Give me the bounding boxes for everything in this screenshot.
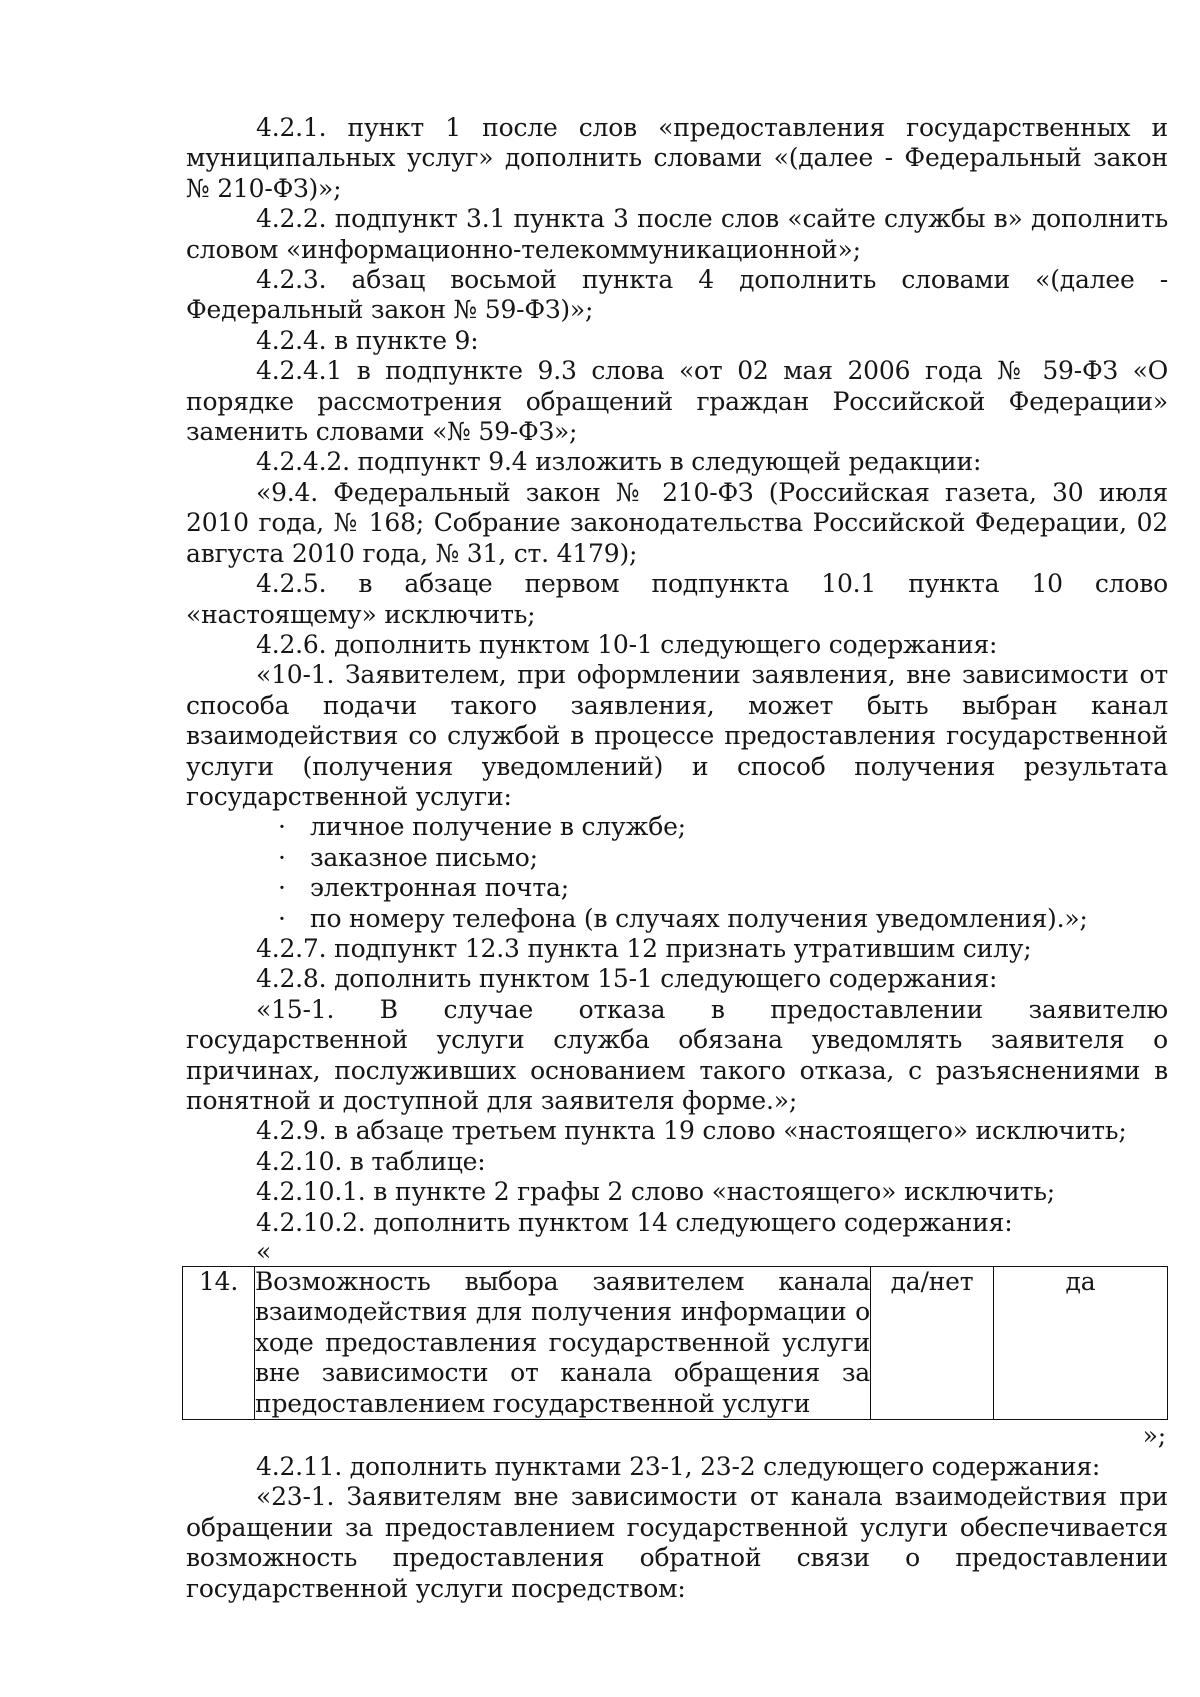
list-item xyxy=(186,873,1168,903)
paragraph-4-2-9: 4.2.9. в абзаце третьем пункта 19 слово «настоящего» исключить; xyxy=(256,1116,1127,1146)
paragraph-4-2-10-1: 4.2.10.1. в пункте 2 графы 2 слово «настоящего» исключить; xyxy=(256,1177,1055,1207)
list-item-text: заказное письмо; xyxy=(310,842,538,872)
paragraph-4-2-8: 4.2.8. дополнить пунктом 15-1 следующего содержания: xyxy=(256,964,998,994)
paragraph-15-1-quote: «15-1. В случае отказа в предоставлении заявителю государственной услуги служба обязана уведомлять заявителя о причинах, послуживших основанием такого отказа, с разъяснениями в понятной и доступной для заявителя форме.»; xyxy=(186,994,1168,1115)
table-cell-number: 14. xyxy=(183,1267,255,1420)
list-item xyxy=(186,812,1168,842)
table-cell-description: Возможность выбора заявителем канала взаимодействия для получения информации о ходе предоставления государственной услуги вне зависимости от канала обращения за предоставлением государственной услуги xyxy=(255,1267,870,1418)
paragraph-4-2-1: 4.2.1. пункт 1 после слов «предоставления государственных и муниципальных услуг» дополнить словами «(далее - Федеральный закон № 210-ФЗ)»; xyxy=(186,113,1168,203)
bullet-icon: · xyxy=(278,842,286,872)
table-cell-options: да/нет xyxy=(871,1267,994,1420)
paragraph-4-2-11: 4.2.11. дополнить пунктами 23-1, 23-2 следующего содержания: xyxy=(256,1452,1101,1482)
list-item-text: электронная почта; xyxy=(310,873,569,903)
paragraph-4-2-4-1: 4.2.4.1 в подпункте 9.3 слова «от 02 мая 2006 года № 59-ФЗ «О порядке рассмотрения обращений граждан Российской Федерации» заменить словами «№ 59-ФЗ»; xyxy=(186,356,1168,447)
paragraph-4-2-2: 4.2.2. подпункт 3.1 пункта 3 после слов «сайте службы в» дополнить словом «информационно-телекоммуникационной»; xyxy=(186,204,1168,264)
table-row xyxy=(183,1267,1168,1420)
paragraph-4-2-4: 4.2.4. в пункте 9: xyxy=(256,325,479,355)
document-body xyxy=(186,113,1168,1604)
paragraph-23-1-quote: «23-1. Заявителям вне зависимости от канала взаимодействия при обращении за предоставлением государственной услуги обеспечивается возможность предоставления обратной связи о предоставлении государственной услуги посредством: xyxy=(186,1482,1168,1603)
paragraph-4-2-4-2: 4.2.4.2. подпункт 9.4 изложить в следующей редакции: xyxy=(256,447,982,477)
table-quote-open: « xyxy=(256,1237,272,1267)
table-cell-value: да xyxy=(994,1267,1168,1420)
paragraph-4-2-10-2: 4.2.10.2. дополнить пунктом 14 следующего содержания: xyxy=(256,1207,1013,1237)
paragraph-4-2-5: 4.2.5. в абзаце первом подпункта 10.1 пункта 10 слово «настоящему» исключить; xyxy=(186,569,1168,629)
inserted-table xyxy=(182,1266,1168,1420)
paragraph-4-2-10: 4.2.10. в таблице: xyxy=(256,1146,486,1176)
table-quote-close: »; xyxy=(1142,1421,1166,1451)
paragraph-10-1-quote: «10-1. Заявителем, при оформлении заявления, вне зависимости от способа подачи такого заявления, может быть выбран канал взаимодействия со службой в процессе предоставления государственной услуги (получения уведомлений) и способ получения результата государственной услуги: xyxy=(186,660,1168,811)
paragraph-9-4-quote: «9.4. Федеральный закон № 210-ФЗ (Российская газета, 30 июля 2010 года, № 168; Собрание законодательства Российской Федерации, 02 августа 2010 года, № 31, ст. 4179); xyxy=(186,477,1168,568)
bullet-icon: · xyxy=(278,873,286,903)
list-item-text: личное получение в службе; xyxy=(310,812,686,842)
list-item xyxy=(186,843,1168,873)
bullet-icon: · xyxy=(278,812,286,842)
bullet-icon: · xyxy=(278,903,286,933)
list-item-text: по номеру телефона (в случаях получения уведомления).»; xyxy=(310,903,1088,933)
paragraph-4-2-7: 4.2.7. подпункт 12.3 пункта 12 признать утратившим силу; xyxy=(256,933,1032,963)
list-item xyxy=(186,904,1168,934)
channel-bullet-list xyxy=(186,812,1168,934)
paragraph-4-2-3: 4.2.3. абзац восьмой пункта 4 дополнить словами «(далее - Федеральный закон № 59-ФЗ)»; xyxy=(186,265,1168,325)
paragraph-4-2-6: 4.2.6. дополнить пунктом 10-1 следующего содержания: xyxy=(256,629,998,659)
